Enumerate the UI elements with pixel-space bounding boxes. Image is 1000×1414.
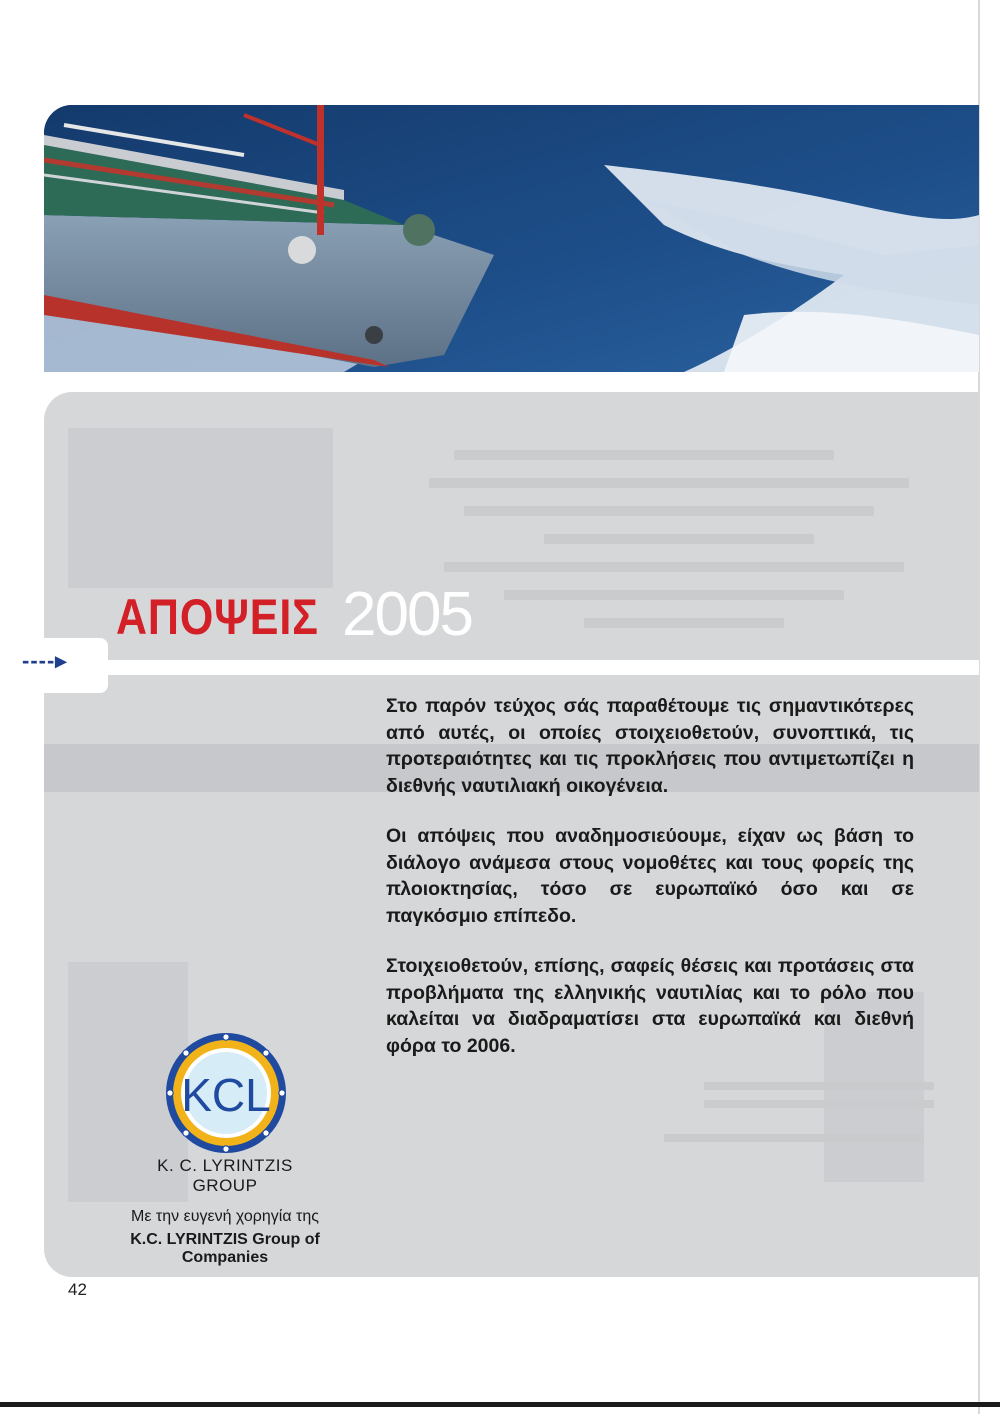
company-name [120,1156,330,1196]
porthole-logo-icon [165,1032,287,1154]
company-name-line2: GROUP [192,1176,258,1195]
faded-text-line [504,590,844,600]
faded-text-line [704,1082,934,1090]
ship-illustration [44,105,979,372]
dashed-arrow-right-icon: ----▸ [22,648,68,673]
intro-text [386,693,914,1083]
kcl-logo [165,1032,287,1159]
faded-text-line [454,450,834,460]
bottom-rule [0,1402,1000,1407]
faded-text-line [584,618,784,628]
paragraph: Στοιχειοθετούν, επίσης, σαφείς θέσεις και προτάσεις στα προβλήματα της ελληνικής ναυτιλίας και το ρόλο που καλείται να διαδραματίσει στα ευρωπαϊκά και διεθνή φόρα το 2006. [386,955,914,1057]
white-divider-band [0,660,979,675]
page-title [116,580,472,649]
hero-ship-photo [44,105,979,372]
title-word: ΑΠΟΨΕΙΣ [116,589,319,645]
faded-text-line [664,1134,924,1142]
logo-monogram: KCL [181,1069,271,1121]
faded-text-line [704,1100,934,1108]
title-year: 2005 [342,580,472,649]
paragraph: Στο παρόν τεύχος σάς παραθέτουμε τις σημαντικότερες από αυτές, οι οποίες στοιχειοθετούν, συνοπτικά, τις προτεραιότητες και τις προκλήσεις που αντιμετωπίζει η διεθνής ναυτιλιακή οικογένεια. [386,695,914,797]
sponsor-caption: Με την ευγενή χορηγία της [131,1208,319,1225]
faded-photo [68,428,333,588]
page-number: 42 [68,1280,87,1299]
paragraph: Οι απόψεις που αναδημοσιεύουμε, είχαν ως βάση το διάλογο ανάμεσα στους νομοθέτες και τους φορείς της πλοιοκτησίας, τόσο σε ευρωπαϊκό όσο και σε παγκόσμιο επίπεδο. [386,825,914,927]
faded-text-line [429,478,909,488]
faded-text-line [464,506,874,516]
faded-text-line [444,562,904,572]
sponsor-company: K.C. LYRINTZIS Group of Companies [130,1231,320,1266]
faded-text-line [544,534,814,544]
company-name-line1: K. C. LYRINTZIS [157,1156,293,1175]
